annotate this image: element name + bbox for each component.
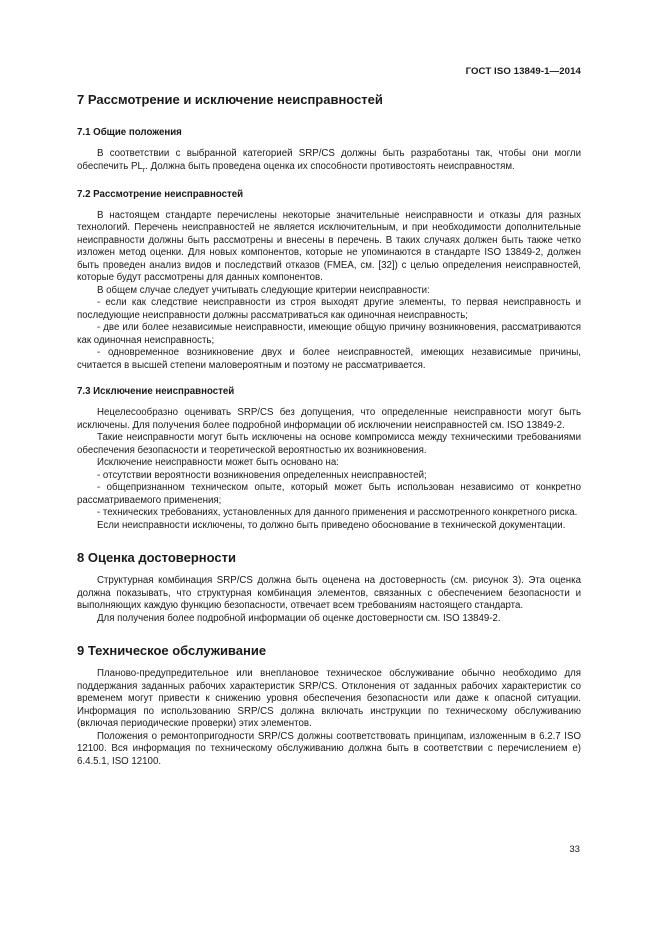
paragraph: В общем случае следует учитывать следующие критерии неисправности: <box>97 284 430 296</box>
subsection-7-1-paragraph <box>77 148 581 177</box>
bullet-item: - две или более независимые неисправности, имеющие общую причину возникновения, рассматриваются как одиночная неисправность; <box>77 322 581 346</box>
section-7-heading: 7 Рассмотрение и исключение неисправностей <box>77 92 383 107</box>
bullet-item: - общепризнанном техническом опыте, который может быть использован независимо от конкретно рассматриваемого применения; <box>77 482 581 506</box>
subscript: r <box>142 166 146 174</box>
text-fragment: В соответствии с выбранной категорией SRP/CS должны быть разработаны так, чтобы они могли обеспечить PL <box>77 148 581 172</box>
bullet-item: - если как следствие неисправности из строя выходят другие элементы, то первая неисправность и последующие неисправности должны рассматриваться как одиночная неисправность; <box>77 297 581 321</box>
paragraph: Если неисправности исключены, то должно быть приведено обоснование в технической документации. <box>97 519 566 531</box>
section-9-heading: 9 Техническое обслуживание <box>77 643 267 659</box>
text-fragment: . Должна быть проведена оценка их способности противостоять неисправностям. <box>145 160 515 172</box>
standard-designation: ГОСТ ISO 13849-1—2014 <box>465 66 581 77</box>
bullet-item: - отсутствии вероятности возникновения определенных неисправностей; <box>97 469 427 481</box>
paragraph: Такие неисправности могут быть исключены на основе компромисса между техническими требованиями обеспечения безопасности и теоретической вероятностью их возникновения. <box>77 432 581 456</box>
section-8-heading: 8 Оценка достоверности <box>77 550 236 566</box>
bullet-item: - технических требованиях, установленных для данного применения и рассмотренного конкретного риска. <box>97 507 578 519</box>
paragraph: Нецелесообразно оценивать SRP/CS без допущения, что определенные неисправности могут быть исключены. Для получения более подробной информации об исключении неисправностей см. ISO 13849-2. <box>77 407 581 431</box>
subsection-7-3-heading: 7.3 Исключение неисправностей <box>77 386 235 398</box>
paragraph: Исключение неисправности может быть основано на: <box>97 457 339 469</box>
paragraph: Планово-предупредительное или внеплановое техническое обслуживание обычно необходимо для поддержания заданных рабочих характеристик SRP/CS. Отклонения от заданных рабочих характеристик со временем могут привести к снижению уровня обеспечения безопасности или даже к опасной ситуации. Информация по использованию SRP/CS должна включать инструкции по техническому обслуживанию (включая периодические проверки) этих элементов. <box>77 668 581 730</box>
paragraph: Для получения более подробной информации об оценке достоверности см. ISO 13849-2. <box>97 612 501 624</box>
paragraph: Структурная комбинация SRP/CS должна быть оценена на достоверность (см. рисунок 3). Эта оценка должна показывать, что структурная комбинация элементов, связанных с обеспечением безопасности и выполняющих каждую функцию безопасности, отвечает всем требованиям настоящего стандарта. <box>77 575 581 612</box>
page-content <box>77 90 581 768</box>
paragraph: Положения о ремонтопригодности SRP/CS должны соответствовать принципам, изложенным в 6.2.7 ISO 12100. Вся информация по техническому обслуживанию должна быть в соответствии с перечислением e) 6.4.5.1, ISO 12100. <box>77 730 581 767</box>
subsection-7-2-heading: 7.2 Рассмотрение неисправностей <box>77 188 244 200</box>
paragraph: В настоящем стандарте перечислены некоторые значительные неисправности и отказы для разных технологий. Перечень неисправностей не является исключительным, и при необходимости дополнительные неисправности должны быть рассмотрены и внесены в перечень. В таких случаях должен быть также четко изложен метод оценки. Для новых компонентов, которые не упоминаются в стандарте ISO 13849-2, должен быть проведен анализ видов и последствий отказов (FMEA, см. [32]) с целью определения неисправностей, которые будут рассмотрены для данных компонентов. <box>77 209 581 284</box>
subsection-7-1-heading: 7.1 Общие положения <box>77 127 182 138</box>
bullet-item: - одновременное возникновение двух и более неисправностей, имеющих независимые причины, считается в высшей степени маловероятным и поэтому не рассматривается. <box>77 347 581 371</box>
page-number: 33 <box>569 844 580 855</box>
